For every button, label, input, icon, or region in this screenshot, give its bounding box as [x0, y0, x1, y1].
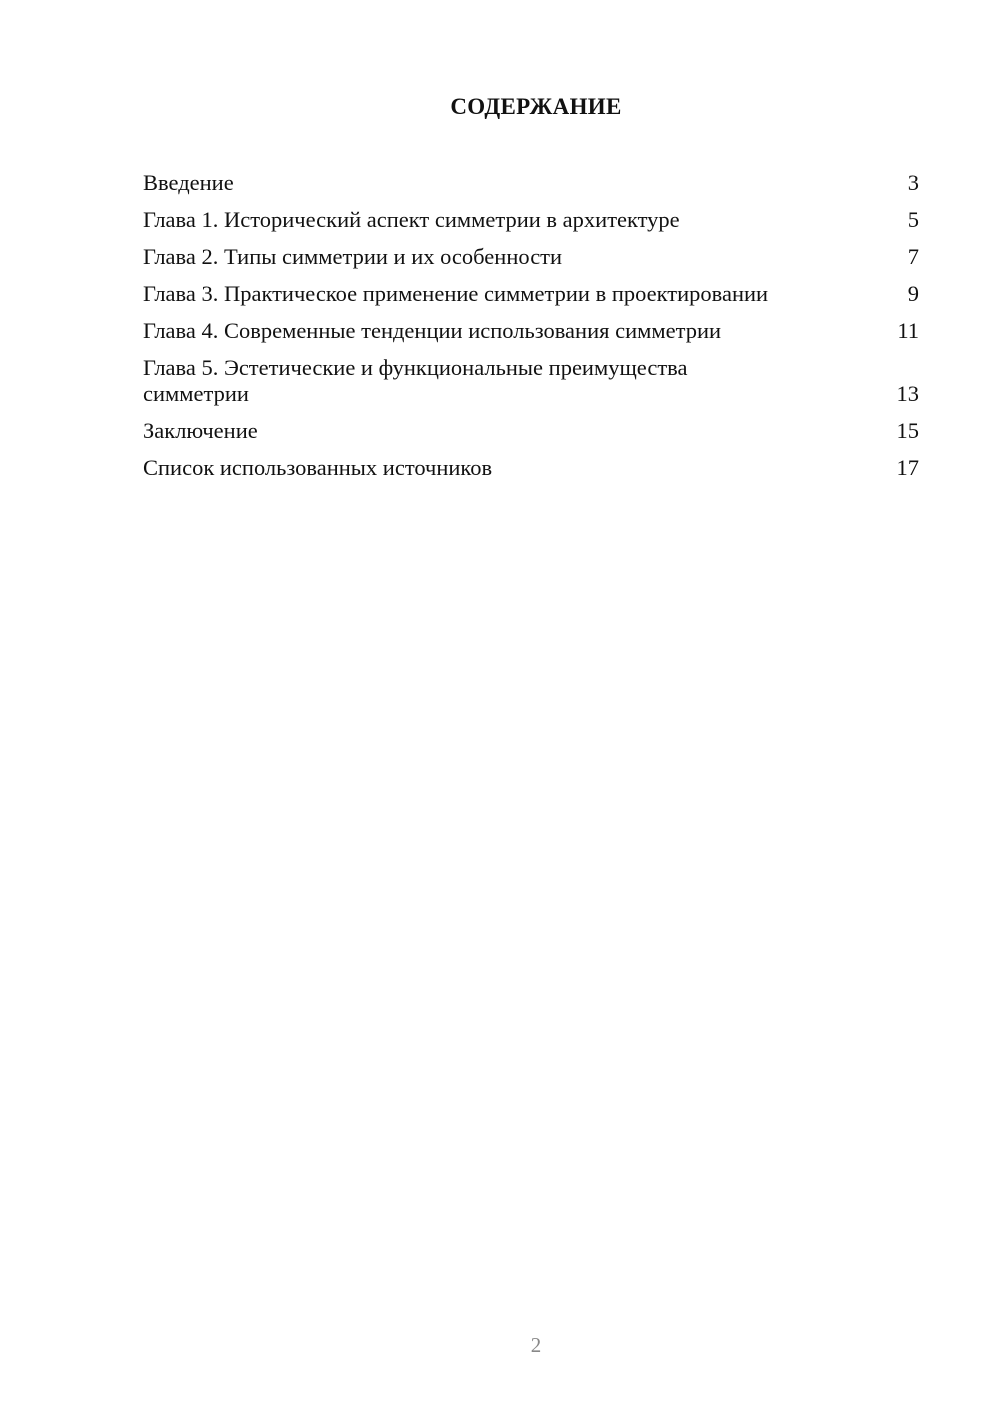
toc-entry-chapter-1: [143, 207, 919, 233]
toc-entry-label: Глава 2. Типы симметрии и их особенности: [143, 244, 563, 269]
toc-entry-label: Глава 4. Современные тенденции использования симметрии: [143, 318, 722, 343]
toc-entry-page: 15: [896, 418, 919, 443]
toc-entry-page: 9: [907, 281, 919, 306]
toc-entry-label: Список использованных источников: [143, 455, 493, 480]
toc-entry-page: 11: [897, 318, 919, 343]
toc-entry-label: Заключение: [143, 418, 258, 443]
page-title: СОДЕРЖАНИЕ: [450, 94, 622, 119]
toc-entry-label: Глава 1. Исторический аспект симметрии в архитектуре: [143, 207, 680, 232]
toc-entry-page: 7: [907, 244, 919, 269]
toc-entry-page: 3: [907, 170, 919, 195]
toc-entry-conclusion: [143, 418, 919, 444]
toc-entry-label: Глава 5. Эстетические и функциональные преимущества симметрии: [143, 355, 688, 406]
toc-entry-introduction: [143, 170, 919, 196]
toc-entry-chapter-5: [143, 355, 919, 407]
toc-entry-label: Введение: [143, 170, 234, 195]
page-number: 2: [530, 1333, 542, 1357]
toc-entry-page: 5: [907, 207, 919, 232]
table-of-contents: [143, 170, 919, 492]
toc-entry-references: [143, 455, 919, 481]
toc-entry-page: 13: [896, 381, 919, 406]
toc-entry-chapter-4: [143, 318, 919, 344]
toc-entry-label: Глава 3. Практическое применение симметрии в проектировании: [143, 281, 769, 306]
toc-entry-chapter-3: [143, 281, 919, 307]
toc-entry-page: 17: [896, 455, 919, 480]
toc-entry-chapter-2: [143, 244, 919, 270]
